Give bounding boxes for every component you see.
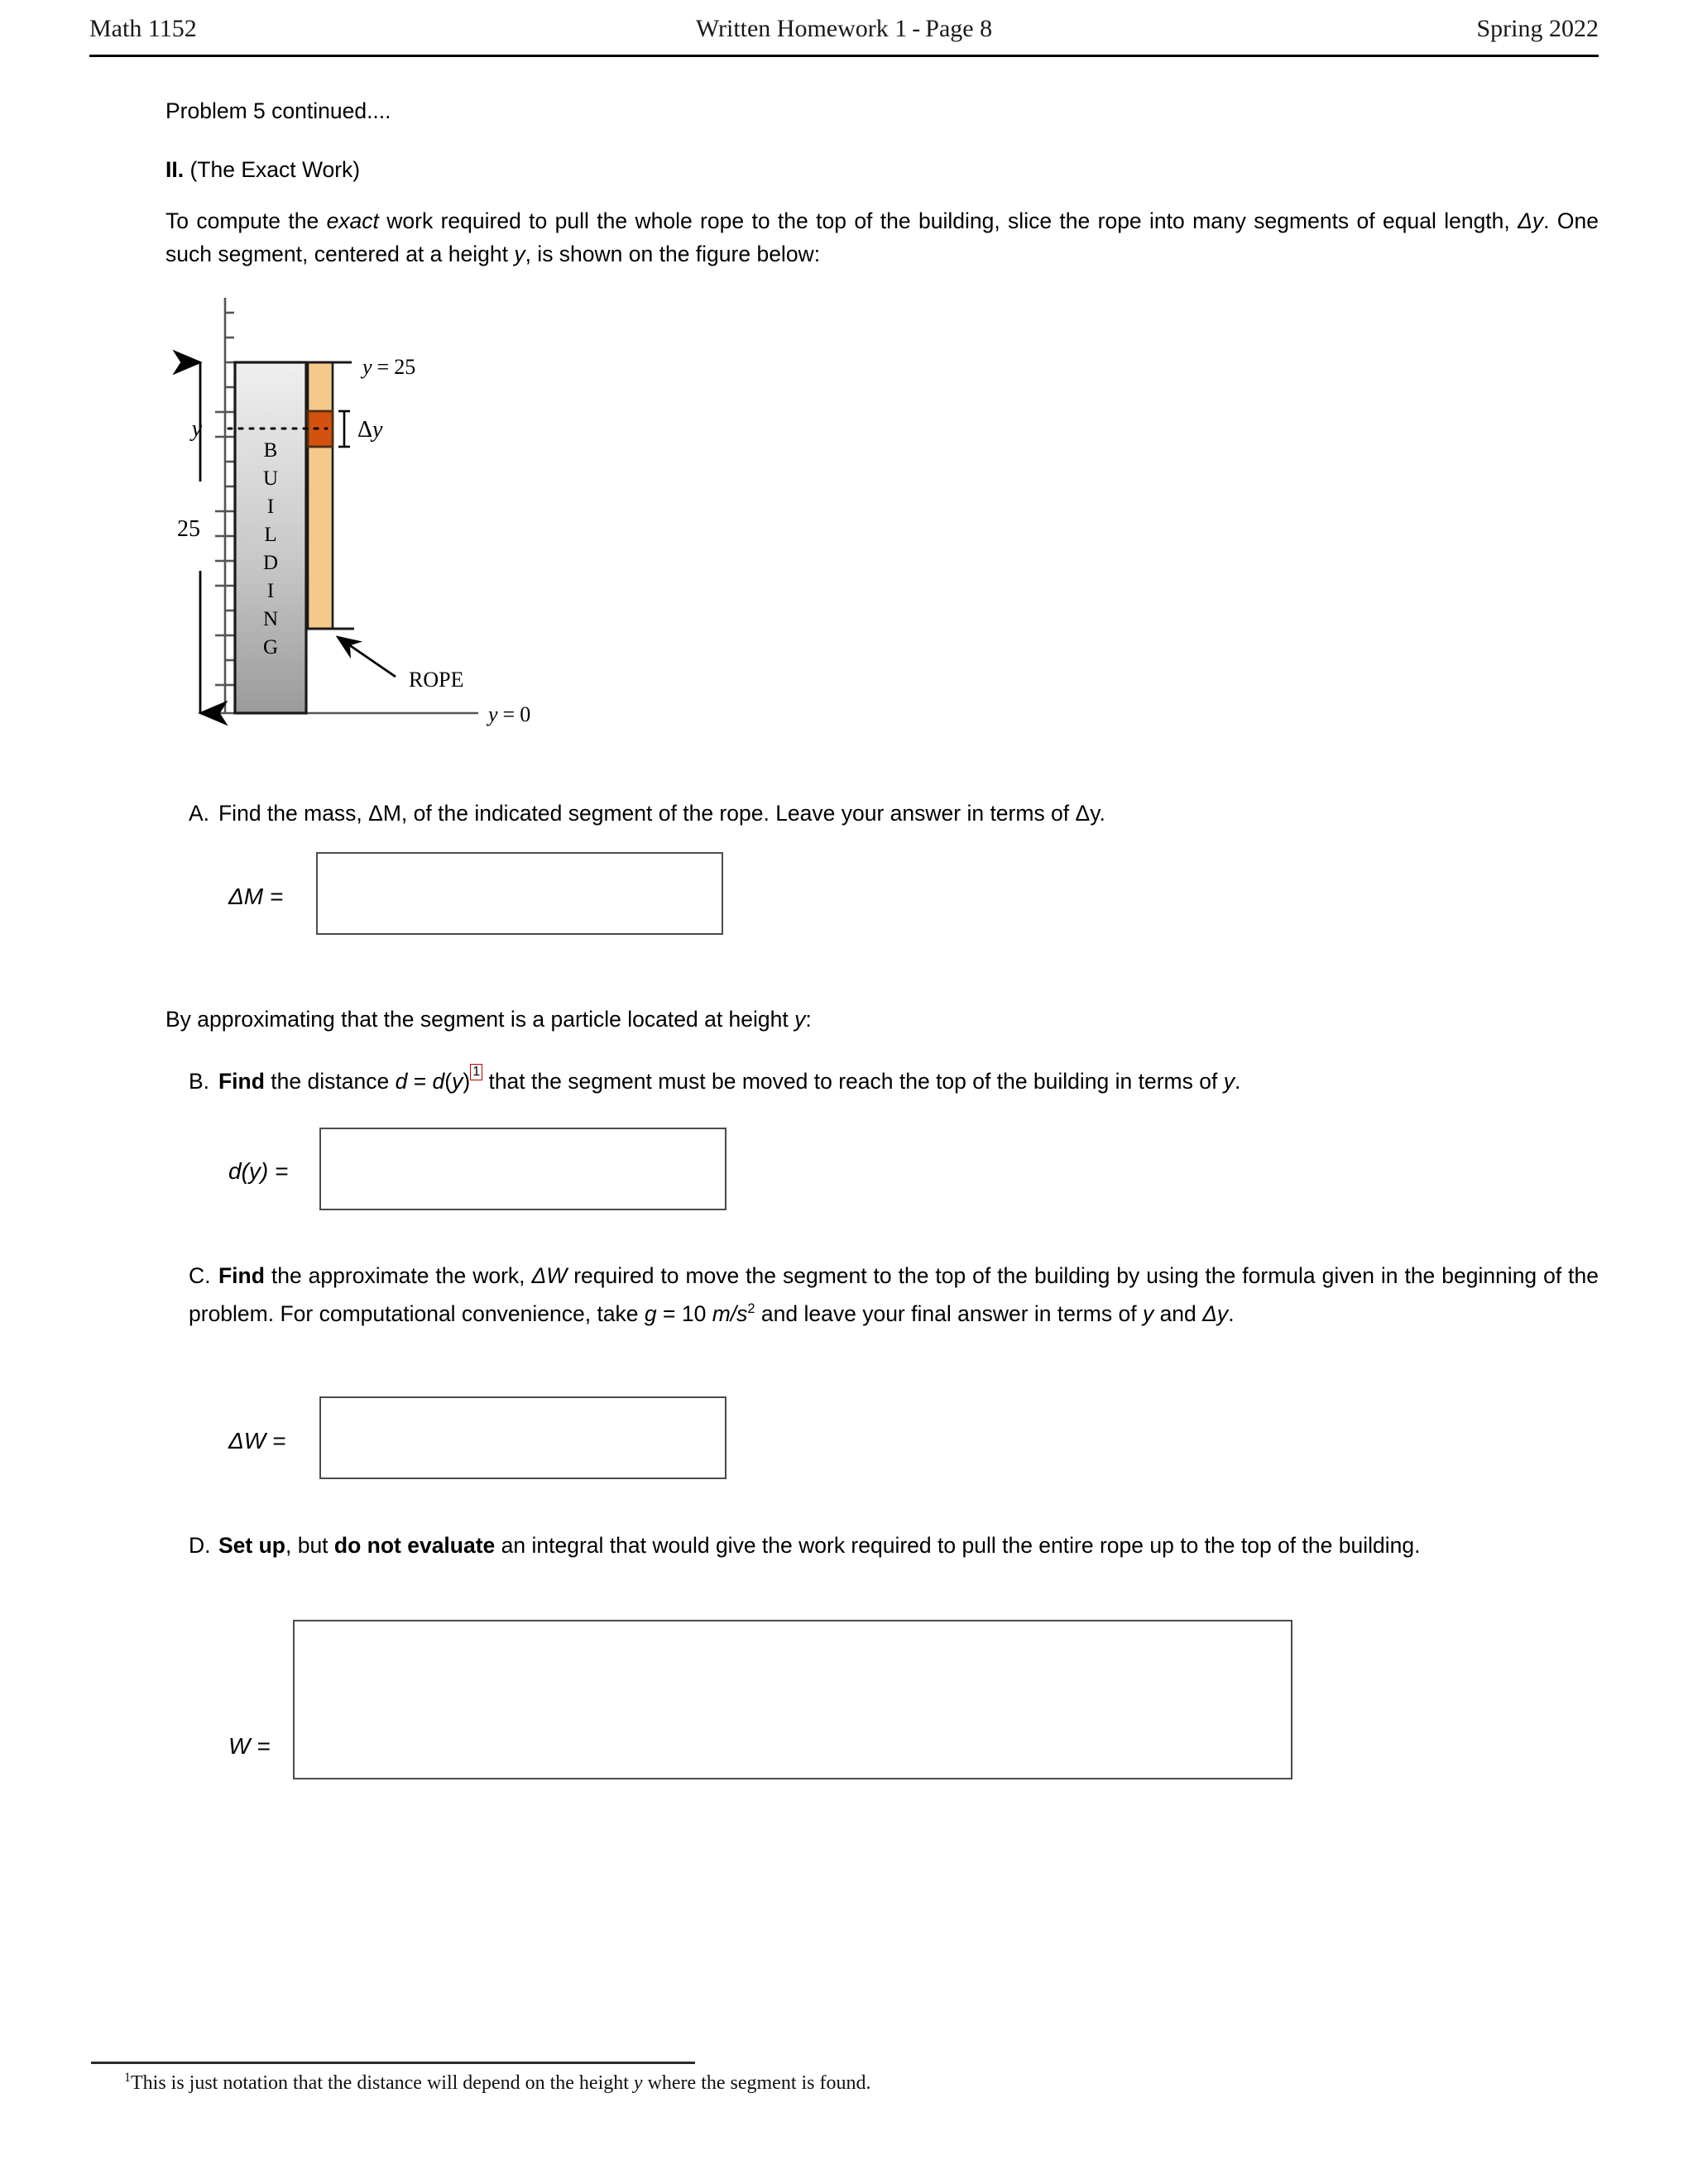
part-d-bold-lead-1: Set up bbox=[218, 1533, 285, 1558]
approximating-line bbox=[165, 1003, 1597, 1036]
intro-exact-word: exact bbox=[326, 208, 379, 233]
approximating-text: By approximating that the segment is a particle located at height bbox=[165, 1007, 795, 1032]
part-c-math-delta-w: ΔW bbox=[531, 1263, 568, 1288]
footnote-text-b: where the segment is found. bbox=[642, 2072, 871, 2094]
figure-label-y: y bbox=[191, 416, 202, 442]
intro-part-4: . One such segment, centered at a height bbox=[165, 208, 1599, 266]
part-b-prompt-b: that the segment must be moved to reach the top of the building in terms of bbox=[482, 1069, 1224, 1094]
part-d-letter: D. bbox=[189, 1533, 211, 1558]
footnote-reference-link[interactable]: 1 bbox=[470, 1064, 482, 1080]
rope-segment-rect bbox=[308, 411, 333, 447]
answer-box-delta-w[interactable] bbox=[319, 1396, 727, 1479]
problem-continued-line bbox=[165, 94, 1597, 127]
part-c-math-y: y bbox=[1142, 1300, 1154, 1326]
header-title bbox=[89, 15, 1599, 43]
svg-text:I: I bbox=[266, 580, 275, 602]
footnote-var: y bbox=[633, 2072, 643, 2094]
svg-text:L: L bbox=[264, 524, 277, 546]
footnote-divider bbox=[91, 2062, 695, 2064]
header-divider bbox=[89, 55, 1599, 57]
figure-label-y-equals-0: y = 0 bbox=[488, 702, 531, 726]
part-c-math-delta-y: Δy bbox=[1202, 1300, 1229, 1326]
header-page: Page 8 bbox=[925, 15, 993, 42]
part-c-prompt-b: required to move the segment to the top of the building by using the formula given in the beginning of the problem. For computational convenience, take bbox=[189, 1263, 1599, 1326]
part-b-math-y-end: y bbox=[1223, 1069, 1235, 1094]
part-b-prompt-a: the distance bbox=[264, 1069, 396, 1094]
header-assignment: Written Homework 1 bbox=[695, 15, 908, 42]
answer-box-w[interactable] bbox=[293, 1620, 1292, 1779]
svg-text:U: U bbox=[262, 467, 279, 490]
problem-continued-text: Problem 5 continued.... bbox=[165, 98, 391, 123]
part-b-equals: = bbox=[407, 1069, 433, 1094]
section-number: II. bbox=[165, 157, 185, 182]
answer-box-delta-m[interactable] bbox=[316, 852, 723, 935]
answer-label-delta-m: ΔM = bbox=[228, 884, 284, 909]
header-term: Spring 2022 bbox=[1476, 15, 1599, 42]
part-b-math-dy: d bbox=[432, 1069, 445, 1094]
part-c-text bbox=[189, 1259, 1599, 1330]
part-d-text bbox=[189, 1529, 1599, 1562]
intro-part-1: To compute the bbox=[165, 208, 327, 233]
header-separator: - bbox=[912, 15, 921, 42]
section-heading bbox=[165, 153, 1597, 186]
intro-y-var: y bbox=[514, 242, 525, 266]
part-c-prompt-c: and leave your final answer in terms of bbox=[755, 1300, 1143, 1326]
intro-part-2: work required to pull the whole rope to the top of the building, slice the rope into many segments of equal length, bbox=[378, 208, 1518, 233]
footnote bbox=[124, 2071, 871, 2095]
part-b-math-y-arg: y bbox=[452, 1069, 463, 1094]
building-rope-figure bbox=[149, 298, 612, 736]
delta-y-bracket bbox=[338, 411, 350, 447]
answer-label-d-of-y: d(y) = bbox=[228, 1158, 289, 1184]
part-d-text-mid: , but bbox=[285, 1533, 334, 1558]
svg-text:D: D bbox=[262, 552, 279, 574]
figure-label-y-equals-25: y = 25 bbox=[362, 355, 416, 379]
answer-label-w: W = bbox=[228, 1733, 271, 1759]
figure-label-delta-y: Δy bbox=[357, 417, 383, 443]
answer-label-delta-w: ΔW = bbox=[228, 1428, 286, 1454]
part-b-paren-open: ( bbox=[444, 1069, 453, 1094]
figure-label-rope: ROPE bbox=[409, 668, 464, 692]
part-b-math-d: d bbox=[395, 1069, 408, 1094]
part-c-period: . bbox=[1228, 1300, 1235, 1326]
svg-text:N: N bbox=[262, 608, 279, 630]
approximating-colon: : bbox=[805, 1007, 812, 1032]
part-a-prompt: Find the mass, ΔM, of the indicated segment of the rope. Leave your answer in terms of Δy. bbox=[218, 801, 1105, 826]
approximating-var: y bbox=[794, 1007, 806, 1032]
part-c-units: $m/s^2$ bbox=[712, 1300, 755, 1326]
part-b-bold-lead: Find bbox=[218, 1069, 265, 1094]
figure-label-height-25: 25 bbox=[177, 516, 200, 542]
part-c-math-g: g bbox=[644, 1300, 657, 1326]
answer-box-d-of-y[interactable] bbox=[319, 1128, 727, 1210]
part-a-text bbox=[189, 797, 1599, 830]
part-b-letter: B. bbox=[189, 1069, 210, 1094]
section-title: (The Exact Work) bbox=[189, 157, 361, 182]
intro-paragraph bbox=[165, 204, 1599, 271]
part-c-prompt-a: the approximate the work, bbox=[264, 1263, 532, 1288]
part-c-and: and bbox=[1153, 1300, 1203, 1326]
part-c-letter: C. bbox=[189, 1263, 211, 1288]
part-d-bold-lead-2: do not evaluate bbox=[333, 1533, 496, 1558]
rope-rect bbox=[308, 362, 333, 629]
part-b-text bbox=[189, 1065, 1599, 1098]
part-b-paren-close: ) bbox=[463, 1069, 471, 1094]
header-course: Math 1152 bbox=[89, 15, 197, 42]
part-d-text-end: an integral that would give the work required to pull the entire rope up to the top of the building. bbox=[495, 1533, 1421, 1558]
svg-text:I: I bbox=[266, 496, 275, 518]
footnote-text-a: This is just notation that the distance will depend on the height bbox=[131, 2072, 634, 2094]
part-a-letter: A. bbox=[189, 801, 210, 826]
part-c-bold-lead: Find bbox=[218, 1263, 265, 1288]
part-c-equals: = 10 bbox=[656, 1300, 712, 1326]
intro-delta-y: Δy bbox=[1518, 208, 1544, 233]
svg-text:G: G bbox=[262, 636, 279, 659]
rope-pointer-arrow bbox=[338, 637, 396, 677]
svg-text:B: B bbox=[263, 439, 278, 462]
footnote-number: 1 bbox=[124, 2071, 131, 2085]
part-b-period: . bbox=[1234, 1069, 1241, 1094]
intro-part-6: , is shown on the figure below: bbox=[525, 242, 821, 266]
